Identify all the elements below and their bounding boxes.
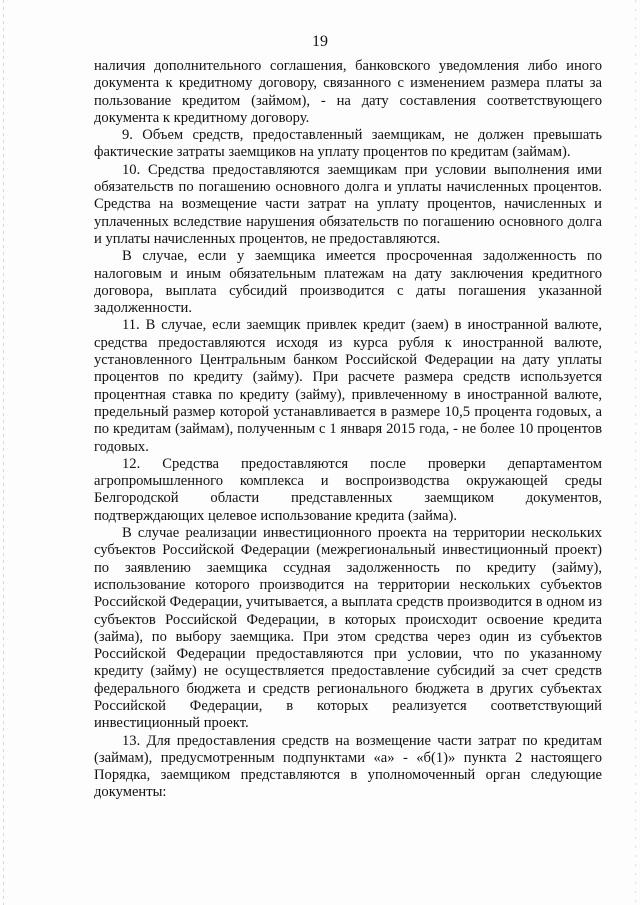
paragraph-13: 13. Для предоставления средств на возмещение части затрат по кредитам (займам), предусмотренным подпунктами «а» - «б(1)» пункта 2 настоящего Порядка, заемщиком представляются в уполномоченный орган следующие документы: <box>94 732 602 801</box>
paragraph-12: 12. Средства предоставляются после проверки департаментом агропромышленного комплекса и воспроизводства окружающей среды Белгородской области представленных заемщиком документов, подтверждающих целевое использование кредита (займа). <box>94 455 602 524</box>
paragraph-continuation: наличия дополнительного соглашения, банковского уведомления либо иного документа к кредитному договору, связанного с изменением размера платы за пользование кредитом (займом), - на дату составления соответствующего документа к кредитному договору. <box>94 58 602 126</box>
page-number: 19 <box>312 33 328 50</box>
scan-edge-right <box>635 0 636 905</box>
paragraph-10: 10. Средства предоставляются заемщикам при условии выполнения ими обязательств по погашению основного долга и уплаты начисленных процентов. Средства на возмещение части затрат на уплату процентов, начисленных и уплаченных вследствие нарушения обязательств по погашению основного долга и уплаты начисленных процентов, не предоставляются. <box>94 161 602 247</box>
scan-edge-left <box>3 0 4 905</box>
paragraph-12-interregional: В случае реализации инвестиционного проекта на территории нескольких субъектов Российской Федерации (межрегиональный инвестиционный проект) по заявлению заемщика ссудная задолженность по кредиту (займу), использование которого производится на территории нескольких субъектов Российской Федерации, учитывается, а выплата средств производится в одном из субъектов Российской Федерации, в которых происходит освоение кредита (займа), по выбору заемщика. При этом средства через один из субъектов Российской Федерации предоставляются при условии, что по указанному кредиту (займу) не осуществляется предоставление субсидий за счет средств федерального бюджета и средств регионального бюджета в других субъектах Российской Федерации, в которых реализуется соответствующий инвестиционный проект. <box>94 525 602 732</box>
paragraph-9: 9. Объем средств, предоставленный заемщикам, не должен превышать фактические затраты заемщиков на уплату процентов по кредитам (займам). <box>94 127 602 161</box>
paragraph-11: 11. В случае, если заемщик привлек кредит (заем) в иностранной валюте, средства предоставляются исходя из курса рубля к иностранной валюте, установленного Центральным банком Российской Федерации на дату уплаты процентов по кредиту (займу). При расчете размера средств используется процентная ставка по кредиту (займу), привлеченному в иностранной валюте, предельный размер которой устанавливается в размере 10,5 процента годовых, а по кредитам (займам), полученным с 1 января 2015 года, - не более 10 процентов годовых. <box>94 317 602 455</box>
paragraph-10-overdue-debt: В случае, если у заемщика имеется просроченная задолженность по налоговым и иным обязательным платежам на дату заключения кредитного договора, выплата субсидий производится с даты погашения указанной задолженности. <box>94 248 602 317</box>
document-body <box>94 58 602 802</box>
